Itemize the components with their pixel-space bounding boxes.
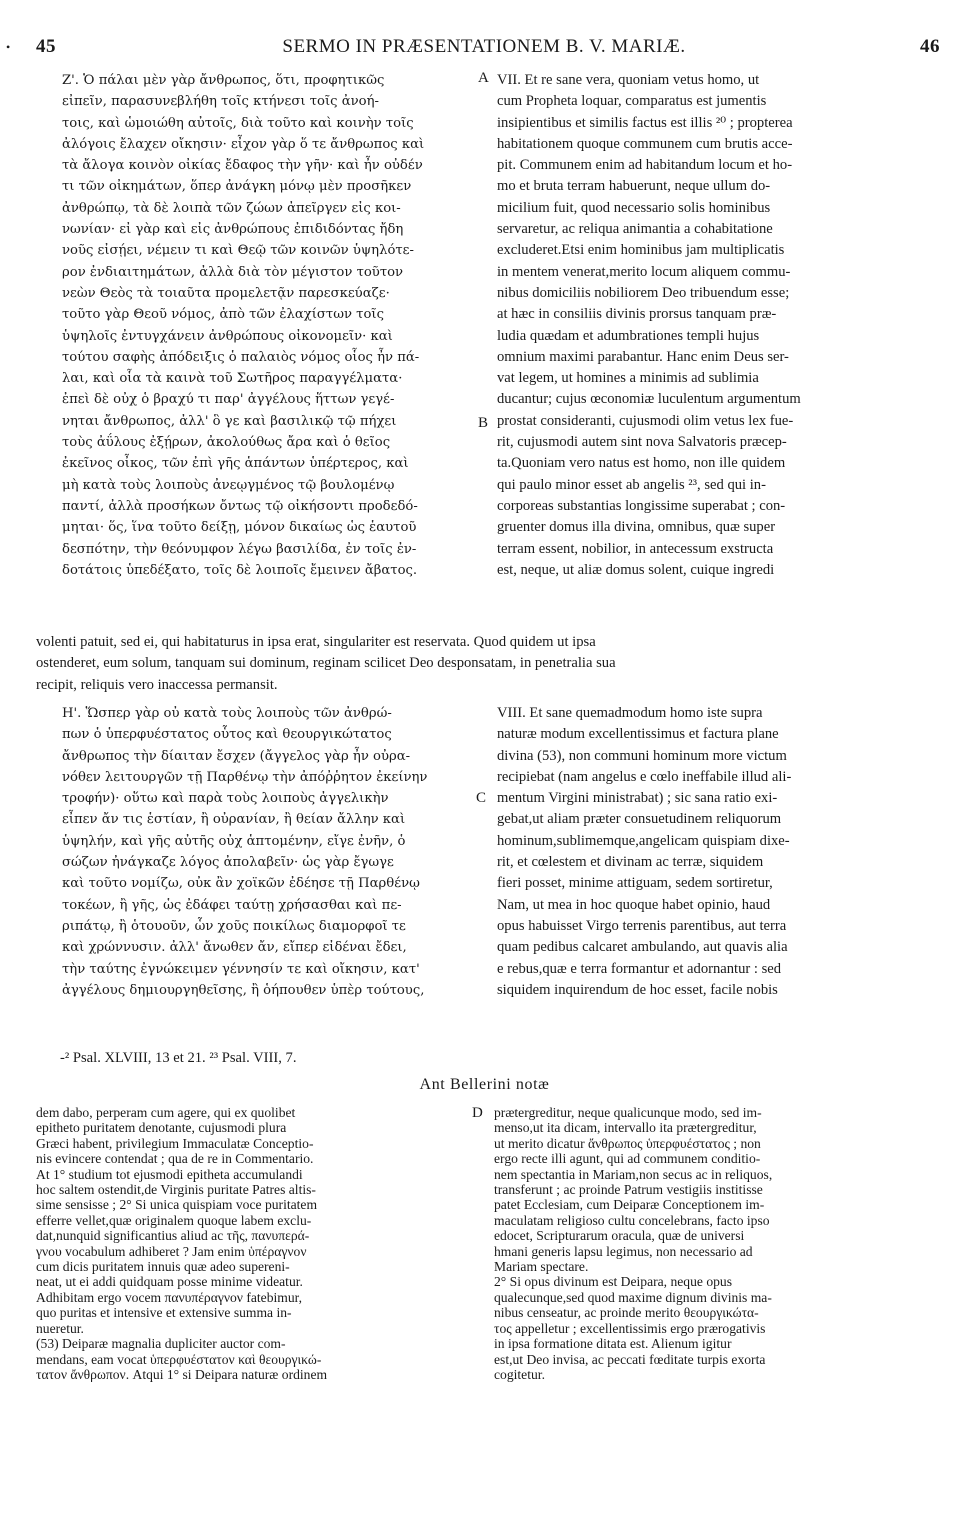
latin-text-line: quam pedibus calcaret ambulando, aut quavis alia bbox=[497, 939, 788, 956]
latin-text-line: est, neque, ut aliæ domus solent, cuique ingredi bbox=[497, 561, 775, 578]
latin-text-line: opus habuisset Virgo terrenis parentibus, aut terra bbox=[497, 917, 787, 934]
latin-text-line: cum Propheta loquar, comparatus est jumentis bbox=[497, 93, 767, 110]
latin-text-line: gruenter domus illa divina, omnibus, quæ super bbox=[497, 519, 776, 536]
latin-text-line: nibus domiciliis nobiliorem Deo tribuendum esse; bbox=[497, 284, 790, 301]
greek-text-line: ριπάτῳ, ἢ ὁτουοῦν, ὧν χοῦς ποικίλως διαμορφοῖ τε bbox=[62, 918, 406, 934]
greek-text-line: τοκέων, ἢ γῆς, ὡς ἐδάφει ταύτῃ χρήσασθαι καὶ πε- bbox=[62, 897, 402, 913]
note-text-line: ut merito dicatur ἄνθρωπος ὑπερφυέστατος ; non bbox=[494, 1135, 761, 1151]
latin-text-line: gebat,ut aliam præter consuetudinem reliquorum bbox=[497, 811, 782, 828]
latin-text-line: volenti patuit, sed ei, qui habitaturus in ipsa erat, singulariter est reservata. Quod quidem ut ipsa bbox=[36, 634, 596, 650]
note-text-line: Adhibitam ergo vocem πανυπέραγνον fatebimur, bbox=[36, 1289, 303, 1305]
greek-text-line: νηται ἄνθρωπος, ἀλλ' ὃ γε καὶ βασιλικῷ τῷ πήχει bbox=[62, 413, 397, 429]
margin-letter-a: A bbox=[478, 70, 489, 86]
greek-text-line: παντί, ἀλλὰ προσήκων ὄντως τῷ οἰκήσοντι προδεδό- bbox=[62, 498, 418, 514]
latin-text-line: ducantur; cujus œconomiæ luculentum argumentum bbox=[497, 391, 801, 408]
note-text-line: τος appelletur ; excellentissimis ergo prærogativis bbox=[494, 1320, 766, 1336]
greek-text-line: νόθεν λειτουργῶν τῇ Παρθένῳ τὴν ἀπόῤῥητον ἐκείνην bbox=[62, 769, 428, 785]
note-text-line: nibus censeatur, ac proinde merito θεουργικώτα- bbox=[494, 1305, 759, 1321]
note-text-line: dat,nunquid significantius aliud ac τῆς, πανυπερά- bbox=[36, 1228, 310, 1244]
latin-text-line: servaretur, ac reliqua animantia a cohabitatione bbox=[497, 221, 773, 238]
greek-text-line: νεὼν Θεὸς τὰ τοιαῦτα προμελετᾷν παρεσκεύαζε· bbox=[62, 285, 390, 301]
latin-text-line: rit, cujusmodi autem sint nova Salvatoris præcep- bbox=[497, 434, 787, 451]
latin-text-line: Nam, ut mea in hoc quoque habet opinio, haud bbox=[497, 896, 771, 913]
greek-text-line: τὴν ταύτης ἐγνώκειμεν γέννησίν τε καὶ οἴκησιν, κατ' bbox=[62, 961, 420, 977]
latin-text-line: corporeas substantias longissime superabat ; con- bbox=[497, 497, 786, 514]
greek-text-line: λαι, καὶ οἷα τὰ καινὰ τοῦ Σωτῆρος παραγγέλματα· bbox=[62, 371, 403, 387]
latin-text-line: habitationem quoque communem cum brutis acce- bbox=[497, 135, 793, 152]
margin-letter-b: B bbox=[478, 415, 489, 431]
notes-title: Ant Bellerini notæ bbox=[419, 1076, 550, 1093]
note-text-line: neat, ut ei addi quidquam posse minime videatur. bbox=[36, 1274, 303, 1290]
latin-text-line: vat legem, ut homines a minimis ad sublimia bbox=[497, 370, 759, 387]
latin-text-line: pit. Communem enim ad habitandum locum et ho- bbox=[497, 157, 793, 174]
greek-column-top bbox=[62, 70, 470, 581]
greek-text-line: τοῦτο γὰρ Θεοῦ νόμος, ἀπὸ τῶν ἐλαχίστων τοῖς bbox=[62, 307, 384, 323]
note-text-line: nueretur. bbox=[36, 1320, 84, 1336]
note-text-line: epitheto puritatem denotante, cujusmodi plura bbox=[36, 1120, 287, 1136]
latin-text-line: ludia quædam et adumbrationes templi hujus bbox=[497, 327, 760, 344]
note-text-line: cum dicis puritatem innuis quæ adeo supereni- bbox=[36, 1259, 290, 1275]
greek-text-line: Ζ'. Ὁ πάλαι μὲν γὰρ ἄνθρωπος, ὅτι, προφητικῶς bbox=[62, 73, 385, 88]
note-text-line: ergo recte illi agunt, qui ad communem conditio- bbox=[494, 1151, 761, 1167]
note-text-line: γνου vocabulum adhiberet ? Jam enim ὑπέραγνον bbox=[36, 1243, 307, 1259]
latin-text-line: excluderet.Etsi enim hominibus jam multiplicatis bbox=[497, 242, 785, 259]
note-text-line: quo puritas et intensive et extensive summa in- bbox=[36, 1305, 292, 1321]
note-text-line: Græci habent, privilegium Immaculatæ Conceptio- bbox=[36, 1135, 314, 1151]
margin-letter-d: D bbox=[472, 1105, 483, 1121]
greek-text-line: δεσπότην, τὴν θεόνυμφον λέγω βασιλίδα, ἐν τοῖς ἐν- bbox=[62, 541, 417, 557]
greek-text-line: ρον ἐνδιαιτημάτων, ἀλλὰ διὰ τὸν μέγιστον τοῦτον bbox=[62, 264, 404, 280]
greek-text-line: νωνίαν· εἰ γὰρ καὶ εἰς ἀνθρώπους ἐπιδιδόντας ἤδη bbox=[62, 222, 404, 238]
page-number-left: 45 bbox=[36, 36, 56, 57]
latin-text-line: terram essent, nobilior, in antecessum exstructa bbox=[497, 540, 774, 557]
note-text-line: dem dabo, perperam cum agere, qui ex quolibet bbox=[36, 1105, 296, 1120]
latin-text-line: qui paulo minor esset ab angelis ²³, sed qui in- bbox=[497, 476, 766, 493]
latin-text-line: mo et bruta terram habuerunt, neque ullum do- bbox=[497, 178, 771, 195]
latin-text-line: micilium fuit, quod necessario solis hominibus bbox=[497, 199, 771, 216]
greek-text-line: εἶπεν ἄν τις ἑστίαν, ἢ οὐρανίαν, ἢ θείαν ἄλλην καὶ bbox=[62, 812, 406, 828]
footnotes: -² Psal. XLVIII, 13 et 21. ²³ Psal. VIII, 7. bbox=[60, 1050, 297, 1066]
note-text-line: hmani generis lapsu legimus, non necessario ad bbox=[494, 1243, 753, 1259]
latin-text-line: insipientibus et similis factus est illis ²⁰ ; propterea bbox=[497, 114, 793, 131]
note-text-line: Mariam spectare. bbox=[494, 1259, 589, 1275]
note-text-line: edocet, Scripturarum oracula, quæ de universi bbox=[494, 1228, 745, 1244]
latin-text-line: siquidem inquirendum de hoc esset, facile nobis bbox=[497, 981, 778, 998]
notes-column-left bbox=[36, 1105, 464, 1382]
greek-text-line: εἰπεῖν, παρασυνεβλήθη τοῖς κτήνεσι τοῖς ἀνοή- bbox=[62, 94, 379, 110]
page-header bbox=[6, 36, 940, 64]
latin-text-line: VII. Et re sane vera, quoniam vetus homo, ut bbox=[497, 72, 760, 88]
note-text-line: est,ut Deo invisa, ac peccati fœditate turpis exorta bbox=[494, 1351, 766, 1367]
latin-text-line: ostenderet, eum solum, tanquam sui dominum, reginam scilicet Deo desponsatam, in penetralia sua bbox=[36, 655, 616, 672]
margin-letter-c: C bbox=[476, 790, 487, 806]
latin-text-line: divina (53), non communi hominum more victum bbox=[497, 747, 787, 764]
note-text-line: in ipsa formatione ditata est. Alienum igitur bbox=[494, 1336, 732, 1352]
note-text-line: 2° Si opus divinum est Deipara, neque opus bbox=[494, 1274, 733, 1290]
greek-text-line: σώζων ἠνάγκαζε λόγος ἀπολαβεῖν· ὡς γὰρ ἔγωγε bbox=[62, 855, 394, 871]
greek-text-line: δοτάτοις ὑπεδέξατο, τοῖς δὲ λοιποῖς ἔμεινεν ἄβατος. bbox=[62, 562, 418, 578]
note-text-line: nem spectantia in Mariam,non secus ac in reliquos, bbox=[494, 1166, 773, 1182]
greek-text-line: ἐκεῖνος οἶκος, τῶν ἐπὶ γῆς ἁπάντων ὑπέρτερος, καὶ bbox=[62, 456, 409, 472]
latin-text-line: hominum,sublimemque,angelicam quispiam dixe- bbox=[497, 832, 790, 849]
full-width-paragraph bbox=[36, 632, 926, 696]
latin-text-line: at hæc in consiliis divinis prorsus tanquam præ- bbox=[497, 306, 777, 323]
greek-text-line: μὴ κατὰ τοὺς λοιποὺς ἀνεῳγμένος τῷ βουλομένῳ bbox=[62, 477, 395, 493]
notes-column-right bbox=[494, 1105, 930, 1382]
greek-text-line: τι τῶν οἰκημάτων, ὅπερ ἀνάγκη μόνῳ μὲν προσῆκεν bbox=[62, 179, 412, 195]
greek-text-line: ὑψηλοῖς ἐντυγχάνειν ἀνθρώπους οἰκονομεῖν· καὶ bbox=[62, 328, 393, 344]
greek-text-line: τὰ ἄλογα κοινὸν οἰκίας ἔδαφος τὴν γῆν· καὶ ἦν οὐδέν bbox=[62, 158, 423, 174]
note-text-line: efferre vellet,quæ originalem quoque labem exclu- bbox=[36, 1212, 312, 1228]
greek-text-line: τροφήν)· οὕτω καὶ παρὰ τοὺς λοιποὺς ἀγγελικὴν bbox=[62, 791, 389, 807]
note-text-line: nis evincere contendat ; qua de re in Commentario. bbox=[36, 1151, 314, 1167]
latin-text-line: omnium maximi parabantur. Hanc enim Deus ser- bbox=[497, 348, 789, 365]
greek-text-line: ὑψηλήν, καὶ γῆς αὐτῆς οὐχ ἁπτομένην, εἴγε ἐνῆν, ὁ bbox=[62, 833, 406, 849]
latin-text-line: recipit, reliquis vero inaccessa permansit. bbox=[36, 676, 278, 693]
greek-text-line: νοῦς εἰσῄει, νέμειν τι καὶ Θεῷ τῶν κοινῶν ὑψηλότε- bbox=[62, 243, 414, 259]
latin-text-line: fieri posset, minime attiguam, sedem sortiretur, bbox=[497, 875, 773, 892]
note-text-line: At 1° studium tot ejusmodi epitheta accumulandi bbox=[36, 1166, 303, 1182]
greek-text-line: τοὺς ἀΰλους ἐξῄρων, ἀκολούθως ἄρα καὶ ὁ θεῖος bbox=[62, 435, 391, 451]
latin-text-line: ta.Quoniam vero natus est homo, non ille quidem bbox=[497, 455, 786, 472]
latin-text-line: VIII. Et sane quemadmodum homo iste supra bbox=[497, 705, 763, 721]
greek-text-line: πων ὁ ὑπερφυέστατος οὗτος καὶ θεουργικώτατος bbox=[62, 727, 392, 743]
latin-text-line: e rebus,quæ e terra formantur et adornantur : sed bbox=[497, 960, 782, 977]
note-text-line: hoc saltem ostendit,de Virginis puritate Patres altis- bbox=[36, 1182, 316, 1198]
greek-column-middle bbox=[62, 703, 470, 1001]
note-text-line: patet Ecclesiam, cum Deiparæ Conceptionem im- bbox=[494, 1197, 765, 1213]
page-number-right: 46 bbox=[920, 36, 940, 57]
latin-text-line: in mentem venerat,merito locum aliquem commu- bbox=[497, 263, 791, 280]
note-text-line: (53) Deiparæ magnalia dupliciter auctor com- bbox=[36, 1336, 286, 1352]
note-text-line: cogitetur. bbox=[494, 1366, 545, 1382]
note-text-line: prætergreditur, neque qualicunque modo, sed im- bbox=[494, 1105, 762, 1120]
note-text-line: menso,ut ita dicam, intervallo ita prætergreditur, bbox=[494, 1120, 757, 1136]
corner-mark: • bbox=[6, 40, 11, 54]
greek-text-line: καὶ τοῦτο νομίζω, οὐκ ἂν χοϊκῶν ἐδέησε τῇ Παρθένῳ bbox=[62, 876, 420, 892]
greek-text-line: τούτου σαφὴς ἀπόδειξις ὁ παλαιὸς νόμος οἷος ἦν πά- bbox=[62, 349, 420, 365]
note-text-line: qualecunque,sed quod maxime dignum divinis ma- bbox=[494, 1289, 772, 1305]
greek-text-line: ἄνθρωπος τὴν δίαιταν ἔσχεν (ἄγγελος γὰρ ἦν οὐρα- bbox=[62, 748, 411, 764]
greek-text-line: ἀγγέλους δημιουργηθεῖσης, ἢ ὁήπουθεν ὑπὲρ τούτους, bbox=[62, 982, 425, 998]
latin-column-middle bbox=[497, 703, 929, 1001]
latin-text-line: rit, et cœlestem et divinam ac terræ, siquidem bbox=[497, 854, 764, 871]
running-title: SERMO IN PRÆSENTATIONEM B. V. MARIÆ. bbox=[282, 36, 686, 57]
note-text-line: τατον ἄνθρωπον. Atqui 1° si Deipara naturæ ordinem bbox=[36, 1366, 328, 1382]
note-text-line: transferunt ; ac proinde Patrum vestigiis institisse bbox=[494, 1182, 763, 1198]
greek-text-line: καὶ χρώννυσιν. ἀλλ' ἄνωθεν ἄν, εἴπερ εἰδέναι ἔδει, bbox=[62, 940, 407, 956]
latin-column-top bbox=[497, 70, 929, 581]
note-text-line: sime sensisse ; 2° Si unica quispiam voce puritatem bbox=[36, 1197, 318, 1213]
latin-text-line: mentum Virgini ministrabat) ; sic sana ratio exi- bbox=[497, 790, 778, 807]
latin-text-line: prostat consideranti, cujusmodi olim vetus lex fue- bbox=[497, 412, 794, 429]
greek-text-line: ἐπεὶ δὲ οὐχ ὁ βραχύ τι παρ' ἀγγέλους ἥττων γεγέ- bbox=[62, 392, 395, 408]
greek-text-line: μηται· ὅς, ἵνα τοῦτο δείξῃ, μόνον δικαίως ὡς ἑαυτοῦ bbox=[62, 520, 417, 536]
note-text-line: mendans, eam vocat ὑπερφυέστατον καὶ θεουργικώ- bbox=[36, 1351, 322, 1367]
latin-text-line: recipiebat (nam angelus e cœlo ineffabile illud ali- bbox=[497, 768, 792, 785]
greek-text-line: ἀλόγοις ἔλαχεν οἴκησιν· εἶχον γὰρ ὅ τε ἄνθρωπος καὶ bbox=[62, 136, 425, 152]
greek-text-line: ἀνθρώπῳ, τὰ δὲ λοιπὰ τῶν ζώων ἀπεῖργεν εἰς κοι- bbox=[62, 200, 401, 216]
greek-text-line: Η'. Ὥσπερ γὰρ οὐ κατὰ τοὺς λοιποὺς τῶν ἀνθρώ- bbox=[62, 706, 392, 721]
greek-text-line: τοις, καὶ ὡμοιώθη αὐτοῖς, διὰ τοῦτο καὶ κοινὴν τοῖς bbox=[62, 115, 414, 131]
note-text-line: maculatam religioso cultu concelebrans, facto ipso bbox=[494, 1212, 770, 1228]
latin-text-line: naturæ modum excellentissimus et factura plane bbox=[497, 726, 779, 743]
